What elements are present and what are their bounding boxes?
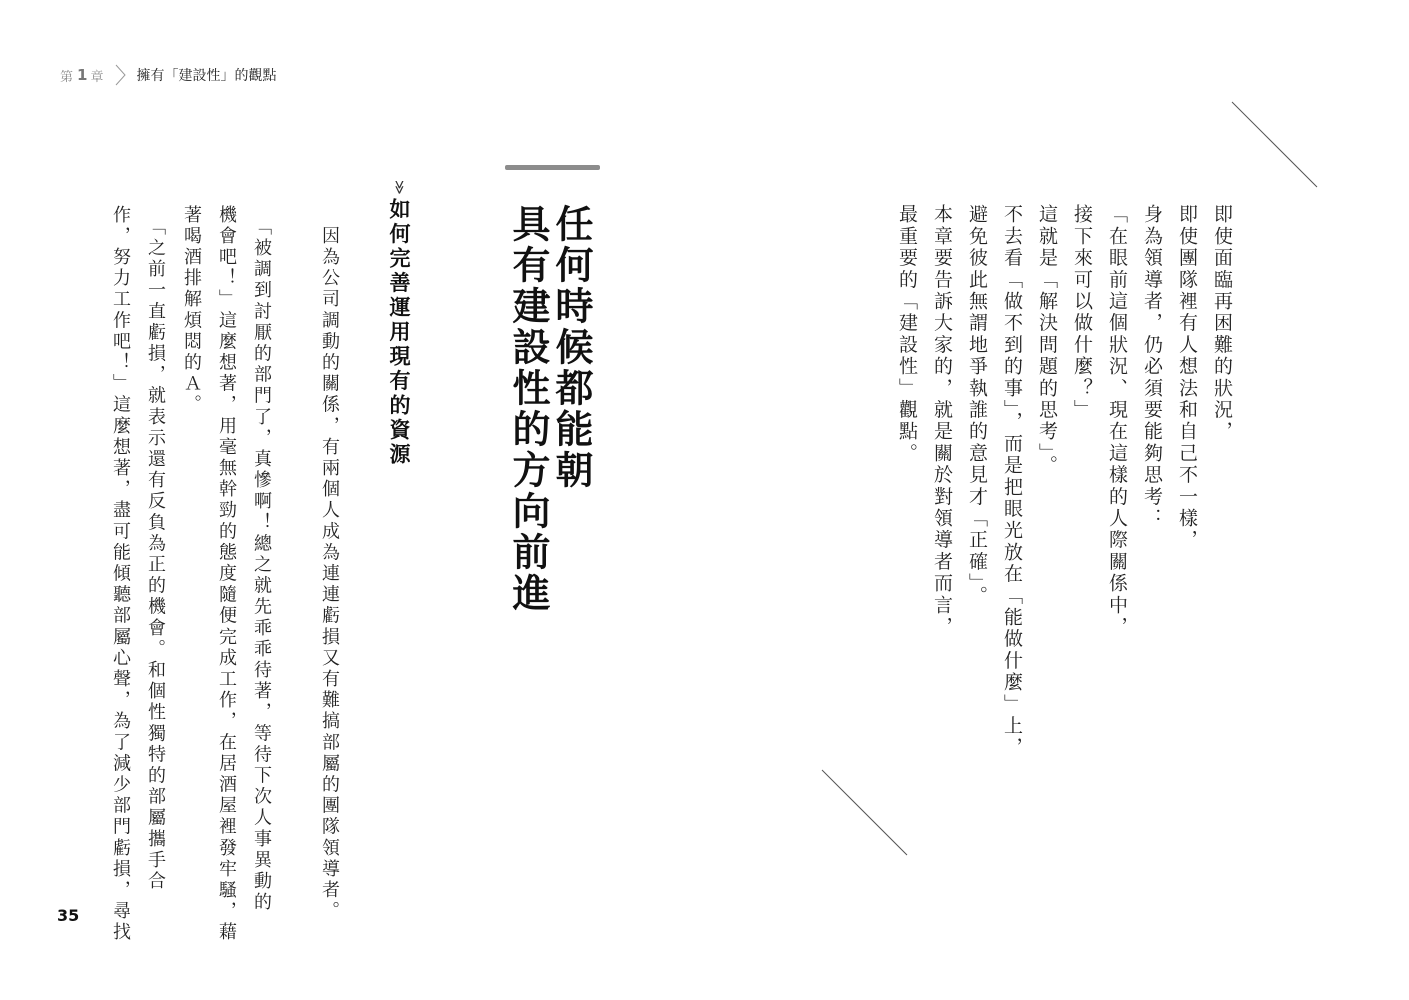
intro-line: 即使團隊裡有人想法和自己不一樣， bbox=[1176, 204, 1198, 552]
section-title: 如何完善運用現有的資源 bbox=[387, 198, 411, 468]
intro-line: 接下來可以做什麼？」 bbox=[1071, 204, 1093, 421]
heading-accent-bar bbox=[505, 165, 600, 170]
decorative-diagonal-line-top bbox=[1230, 100, 1320, 190]
chapter-title: 擁有「建設性」的觀點 bbox=[136, 68, 277, 84]
intro-line: 身為領導者，仍必須要能夠思考： bbox=[1141, 204, 1163, 530]
page-number: 35 bbox=[57, 906, 80, 925]
chevron-divider-icon bbox=[114, 64, 128, 86]
chapter-number: 1 bbox=[77, 66, 88, 84]
body-line: 著喝酒排解煩悶的Ａ。 bbox=[181, 205, 202, 416]
running-header bbox=[60, 64, 276, 86]
intro-line: 避免彼此無謂地爭執誰的意見才「正確」。 bbox=[966, 204, 988, 607]
body-line: 因為公司調動的關係，有兩個人成為連連虧損又有難搞部屬的團隊領導者。 bbox=[319, 205, 340, 923]
body-line: 「被調到討厭的部門了，真慘啊！總之就先乖乖待著，等待下次人事異動的 bbox=[251, 205, 272, 914]
chapter-suffix: 章 bbox=[90, 69, 105, 85]
chapter-prefix: 第 bbox=[60, 69, 75, 85]
section-heading bbox=[388, 180, 409, 468]
chapter-heading-line-1: 任何時候都能朝 bbox=[549, 204, 593, 491]
intro-line: 不去看「做不到的事」，而是把眼光放在「能做什麼」上， bbox=[1001, 204, 1023, 759]
body-line: 作，努力工作吧！」這麼想著，盡可能傾聽部屬心聲，為了減少部門虧損，尋找 bbox=[110, 205, 131, 944]
body-line: 機會吧！」這麼想著，用毫無幹勁的態度隨便完成工作，在居酒屋裡發牢騷，藉 bbox=[216, 205, 237, 944]
intro-line: 這就是「解決問題的思考」。 bbox=[1036, 204, 1058, 477]
intro-line: 即使面臨再困難的狀況， bbox=[1211, 204, 1233, 443]
body-line: 「之前一直虧損，就表示還有反負為正的機會。和個性獨特的部屬攜手合 bbox=[145, 205, 166, 893]
double-chevron-icon: ≫ bbox=[391, 180, 407, 199]
decorative-diagonal-line-bottom bbox=[820, 768, 910, 858]
chapter-heading-line-2: 具有建設性的方向前進 bbox=[506, 204, 550, 614]
intro-line: 最重要的「建設性」觀點。 bbox=[896, 204, 918, 465]
intro-line: 「在眼前這個狀況、現在這樣的人際關係中， bbox=[1106, 204, 1128, 638]
intro-line: 本章要告訴大家的，就是關於對領導者而言， bbox=[931, 204, 953, 638]
